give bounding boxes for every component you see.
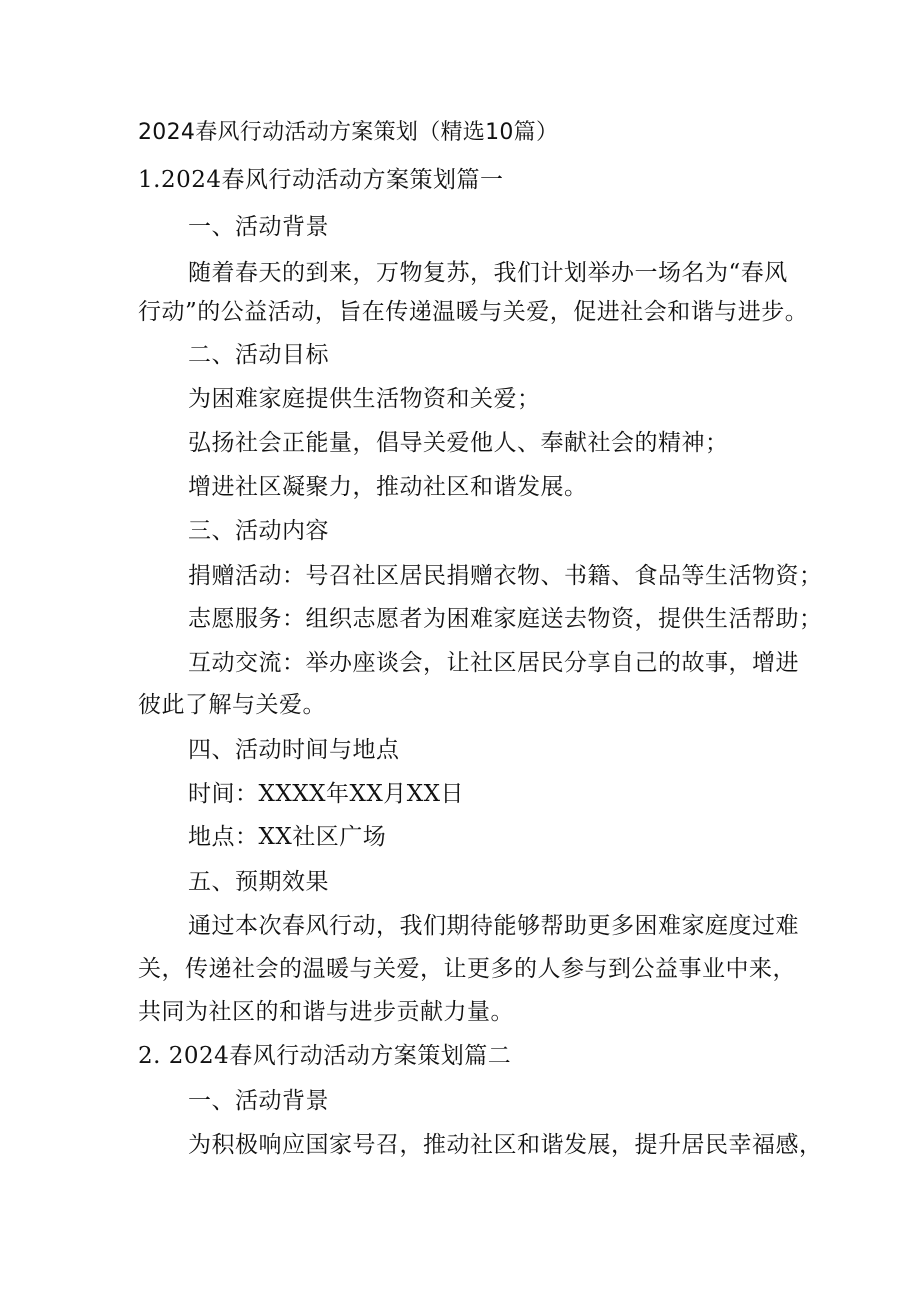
section-1-effect-heading: 五、预期效果 — [188, 869, 329, 895]
section-1-effect-text-line-1: 通过本次春风行动，我们期待能够帮助更多困难家庭度过难 — [188, 913, 799, 939]
section-1-content-3-line-2: 彼此了解与关爱。 — [138, 692, 326, 718]
section-1-content-heading: 三、活动内容 — [188, 518, 329, 544]
section-1-goal-3: 增进社区凝聚力，推动社区和谐发展。 — [188, 474, 588, 500]
section-1-goal-1: 为困难家庭提供生活物资和关爱； — [188, 386, 541, 412]
section-1-time-place-heading: 四、活动时间与地点 — [188, 737, 400, 763]
section-1-goal-2: 弘扬社会正能量，倡导关爱他人、奉献社会的精神； — [188, 430, 729, 456]
section-1-time: 时间：XXXX年XX月XX日 — [188, 781, 464, 807]
section-2-background-heading: 一、活动背景 — [188, 1088, 329, 1114]
section-1-effect-text-line-3: 共同为社区的和谐与进步贡献力量。 — [138, 999, 514, 1025]
section-1-heading: 1.2024春风行动活动方案策划篇一 — [138, 167, 504, 193]
section-2-heading: 2. 2024春风行动活动方案策划篇二 — [138, 1043, 512, 1069]
section-1-content-3-line-1: 互动交流：举办座谈会，让社区居民分享自己的故事，增进 — [188, 650, 799, 676]
section-1-content-2: 志愿服务：组织志愿者为困难家庭送去物资，提供生活帮助； — [188, 606, 823, 632]
section-1-content-1: 捐赠活动：号召社区居民捐赠衣物、书籍、食品等生活物资； — [188, 563, 823, 589]
section-1-background-text-line-1: 随着春天的到来，万物复苏，我们计划举办一场名为“春风 — [188, 260, 788, 286]
section-2-background-text-line-1: 为积极响应国家号召，推动社区和谐发展，提升居民幸福感， — [188, 1132, 823, 1158]
section-1-background-text-line-2: 行动”的公益活动，旨在传递温暖与关爱，促进社会和谐与进步。 — [138, 299, 809, 325]
section-1-goals-heading: 二、活动目标 — [188, 342, 329, 368]
section-1-effect-text-line-2: 关，传递社会的温暖与关爱，让更多的人参与到公益事业中来， — [138, 956, 796, 982]
section-1-background-heading: 一、活动背景 — [188, 214, 329, 240]
document-title: 2024春风行动活动方案策划（精选10篇） — [138, 120, 559, 145]
section-1-place: 地点：XX社区广场 — [188, 824, 387, 850]
